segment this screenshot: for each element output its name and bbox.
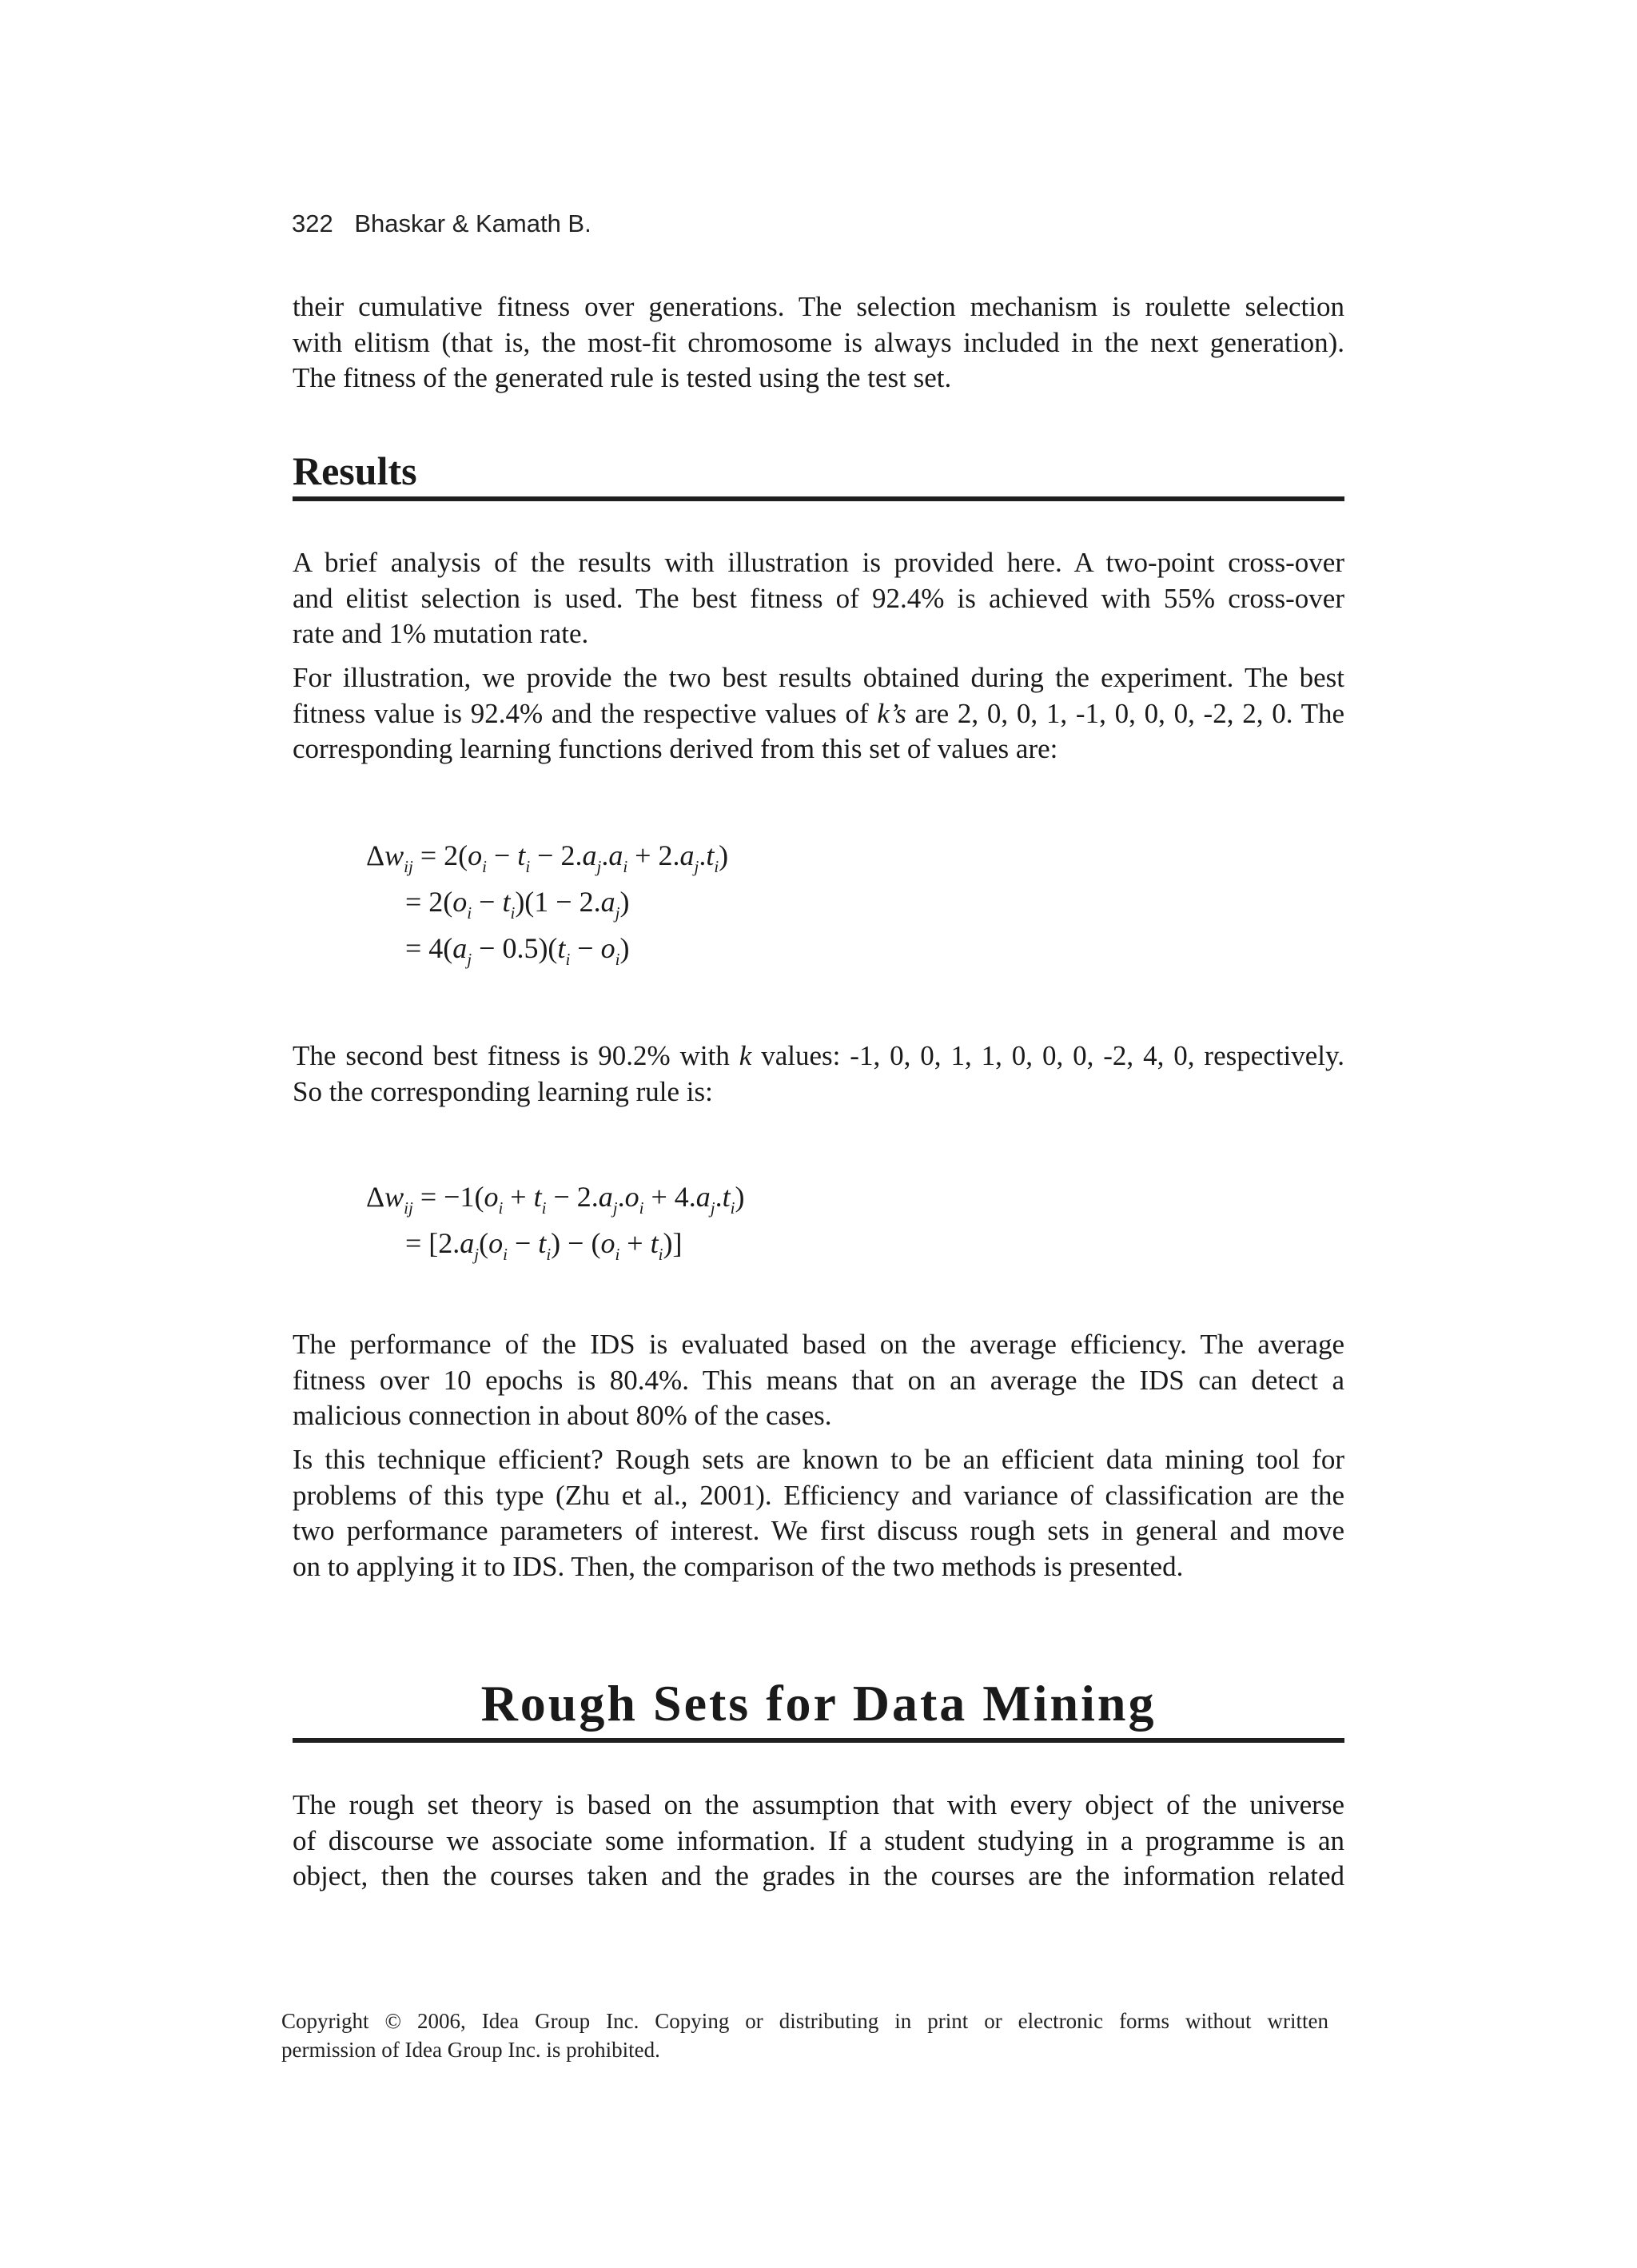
text-line: two performance parameters of interest. We first discuss rough sets in general and move xyxy=(293,1515,1344,1546)
results-paragraph-2 xyxy=(293,660,1344,767)
text-line: rate and 1% mutation rate. xyxy=(293,618,589,649)
text-line: malicious connection in about 80% of the cases. xyxy=(293,1400,832,1431)
equation-2-line-1: $\Delta w_{ij} = -1(o_i + t_i - 2.a_j.o_i + 4.a_j.t_i)$ xyxy=(366,1181,745,1218)
equation-2 xyxy=(364,1173,843,1333)
italic-k: k xyxy=(739,1040,752,1071)
page-number: 322 xyxy=(292,209,333,237)
results-paragraph-5 xyxy=(293,1442,1344,1584)
running-title: Bhaskar & Kamath B. xyxy=(354,209,591,237)
italic-k-s: k’s xyxy=(877,697,906,729)
equation-1 xyxy=(364,831,843,991)
text-line: The performance of the IDS is evaluated based on the average efficiency. The average xyxy=(293,1329,1344,1360)
results-paragraph-4 xyxy=(293,1327,1344,1434)
running-header xyxy=(292,209,591,238)
text-line: A brief analysis of the results with illustration is provided here. A two-point cross-over xyxy=(293,547,1344,578)
text-fragment: are 2, 0, 0, 1, -1, 0, 0, 0, -2, 2, 0. The xyxy=(906,697,1344,729)
text-line: problems of this type (Zhu et al., 2001). Efficiency and variance of classification are the xyxy=(293,1479,1344,1511)
copyright-notice xyxy=(281,2007,1328,2064)
results-paragraph-3 xyxy=(293,1038,1344,1110)
results-heading: Results xyxy=(293,448,417,493)
text-fragment: values: -1, 0, 0, 1, 1, 0, 0, 0, -2, 4, 0, respectively. xyxy=(751,1040,1344,1071)
text-line xyxy=(293,1038,1344,1074)
text-line: For illustration, we provide the two best results obtained during the experiment. The best xyxy=(293,662,1344,693)
text-line xyxy=(293,696,1344,732)
equation-1-line-2: = $2(o_i - t_i)(1 - 2.a_j)$ xyxy=(405,886,630,923)
section-heading: Rough Sets for Data Mining xyxy=(480,1675,1157,1732)
results-paragraph-1 xyxy=(293,545,1344,652)
text-line: The rough set theory is based on the assumption that with every object of the universe xyxy=(293,1789,1344,1820)
text-line: corresponding learning functions derived from this set of values are: xyxy=(293,733,1058,764)
equation-1-line-1: $\Delta w_{ij} = 2(o_i - t_i - 2.a_j.a_i + 2.a_j.t_i)$ xyxy=(366,839,729,876)
text-line: and elitist selection is used. The best fitness of 92.4% is achieved with 55% cross-over xyxy=(293,582,1344,614)
text-fragment: The second best fitness is 90.2% with xyxy=(293,1040,739,1071)
text-line: with elitism (that is, the most-fit chromosome is always included in the next generation). xyxy=(293,326,1344,358)
text-line: of discourse we associate some information. If a student studying in a programme is an xyxy=(293,1824,1344,1856)
section-heading-rule xyxy=(293,1738,1344,1743)
text-line: fitness over 10 epochs is 80.4%. This means that on an average the IDS can detect a xyxy=(293,1364,1344,1396)
equation-1-svg xyxy=(364,831,843,991)
text-line: their cumulative fitness over generations. The selection mechanism is roulette selection xyxy=(293,291,1344,322)
text-line: object, then the courses taken and the grades in the courses are the information related xyxy=(293,1860,1344,1891)
text-line: Copyright © 2006, Idea Group Inc. Copying or distributing in print or electronic forms without written xyxy=(281,2009,1328,2033)
rough-sets-paragraph xyxy=(293,1788,1344,1895)
intro-paragraph xyxy=(293,289,1344,397)
text-line: on to applying it to IDS. Then, the comparison of the two methods is presented. xyxy=(293,1550,1184,1582)
text-line: Is this technique efficient? Rough sets are known to be an efficient data mining tool for xyxy=(293,1444,1344,1475)
equation-1-line-3: = $4(a_j - 0.5)(t_i - o_i)$ xyxy=(405,932,630,969)
results-heading-rule xyxy=(293,496,1344,501)
text-line: permission of Idea Group Inc. is prohibited. xyxy=(281,2038,660,2062)
text-line: So the corresponding learning rule is: xyxy=(293,1075,713,1107)
equation-2-line-2: = $[2.a_j(o_i - t_i) - (o_i + t_i)]$ xyxy=(405,1227,683,1264)
text-fragment: fitness value is 92.4% and the respective values of xyxy=(293,697,878,729)
equation-2-svg xyxy=(364,1173,843,1285)
text-line: The fitness of the generated rule is tested using the test set. xyxy=(293,362,952,393)
